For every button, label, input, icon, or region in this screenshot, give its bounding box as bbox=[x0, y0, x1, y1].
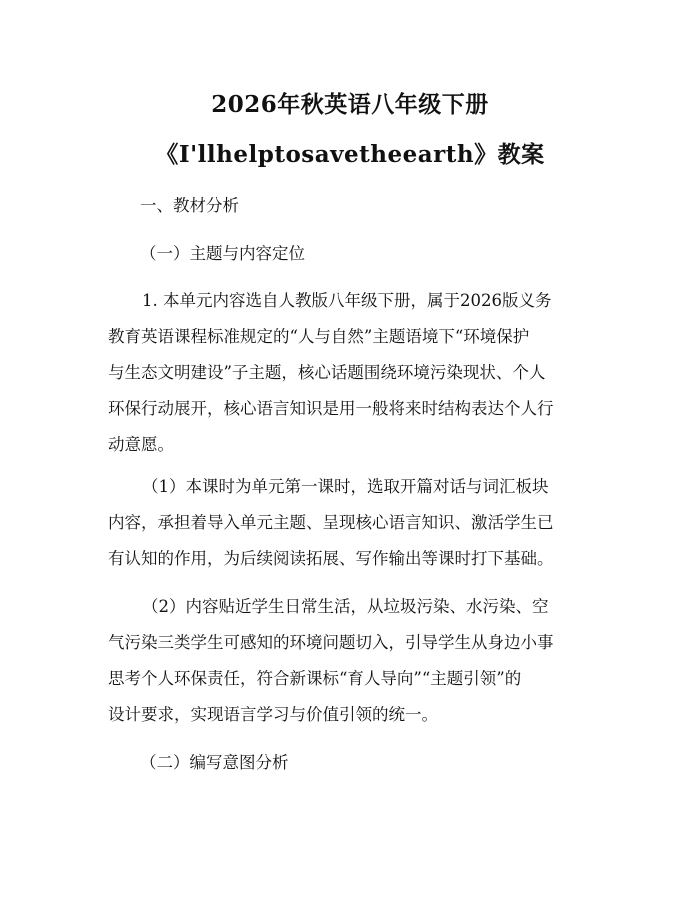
paragraph-line: 气污染三类学生可感知的环境问题切入，引导学生从身边小事 bbox=[108, 633, 554, 652]
paragraph-content-relevance bbox=[108, 589, 608, 733]
document-title-line2: 《I'llhelptosavetheearth》教案 bbox=[155, 141, 545, 168]
document-title-line1: 2026年秋英语八年级下册 bbox=[211, 91, 489, 118]
paragraph-line: 设计要求，实现语言学习与价值引领的统一。 bbox=[108, 705, 438, 724]
paragraph-unit-content bbox=[108, 283, 608, 463]
paragraph-line: 环保行动展开，核心语言知识是用一般将来时结构表达个人行 bbox=[108, 399, 554, 418]
paragraph-line: （1）本课时为单元第一课时，选取开篇对话与词汇板块 bbox=[142, 477, 549, 496]
paragraph-line: 思考个人环保责任，符合新课标“育人导向”“主题引领”的 bbox=[108, 669, 522, 688]
paragraph-line: 与生态文明建设”子主题，核心话题围绕环境污染现状、个人 bbox=[108, 363, 546, 382]
paragraph-line: （2）内容贴近学生日常生活，从垃圾污染、水污染、空 bbox=[142, 597, 549, 616]
paragraph-line: 内容，承担着导入单元主题、呈现核心语言知识、激活学生已 bbox=[108, 513, 554, 532]
paragraph-line: 动意愿。 bbox=[108, 435, 174, 454]
subsection-heading-design-intent: （二）编写意图分析 bbox=[140, 753, 289, 772]
section-heading-textbook-analysis: 一、教材分析 bbox=[140, 196, 239, 215]
paragraph-line: 有认知的作用，为后续阅读拓展、写作输出等课时打下基础。 bbox=[108, 549, 554, 568]
paragraph-line: 教育英语课程标准规定的“人与自然”主题语境下“环境保护 bbox=[108, 327, 530, 346]
paragraph-line: 1. 本单元内容选自人教版八年级下册，属于2026版义务 bbox=[142, 291, 552, 310]
paragraph-lesson-position bbox=[108, 469, 608, 577]
subsection-heading-theme: （一）主题与内容定位 bbox=[140, 244, 305, 263]
